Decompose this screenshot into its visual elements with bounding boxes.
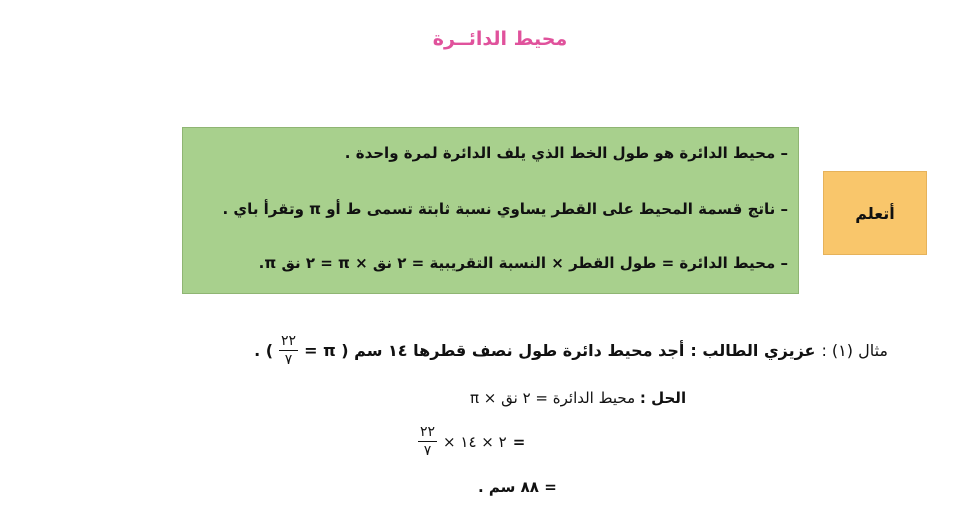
facts-box <box>182 127 799 294</box>
solution-result: = ٨٨ سم . <box>478 478 557 496</box>
learn-label: أتعلم <box>855 203 895 223</box>
solution-fraction-numerator: ٢٢ <box>420 424 436 440</box>
learn-box <box>823 171 927 255</box>
fact-pi-ratio: – ناتج قسمة المحيط على القطر يساوي نسبة ثابتة تسمى ط أو π وتقرأ باي . <box>222 200 788 218</box>
example-addressee: عزيزي الطالب : <box>690 341 816 360</box>
example-question <box>254 334 888 367</box>
example-label: مثال (١) : <box>821 341 888 360</box>
solution-equals: = <box>512 432 526 451</box>
pi-fraction-denominator: ٧ <box>284 352 293 368</box>
solution-label: الحل : <box>639 389 687 407</box>
solution-line-2 <box>418 425 525 458</box>
fact-circumference-formula: – محيط الدائرة = طول القطر × النسبة التقريبية = ٢ نق × π = ٢ نق π. <box>258 254 788 272</box>
solution-formula: محيط الدائرة = ٢ نق × π <box>470 389 636 407</box>
solution-fraction <box>418 425 437 458</box>
page-title: محيط الدائــرة <box>432 28 568 50</box>
example-question-text: أجد محيط دائرة طول نصف قطرها ١٤ سم ( π = <box>304 341 685 360</box>
solution-line-1 <box>470 389 686 407</box>
example-closing: ) . <box>254 341 274 360</box>
solution-fraction-denominator: ٧ <box>423 443 432 459</box>
pi-fraction <box>279 334 298 367</box>
fact-definition: – محيط الدائرة هو طول الخط الذي يلف الدائرة لمرة واحدة . <box>344 144 788 162</box>
solution-expression: ٢ × ١٤ × <box>443 432 507 451</box>
pi-fraction-numerator: ٢٢ <box>281 333 297 349</box>
